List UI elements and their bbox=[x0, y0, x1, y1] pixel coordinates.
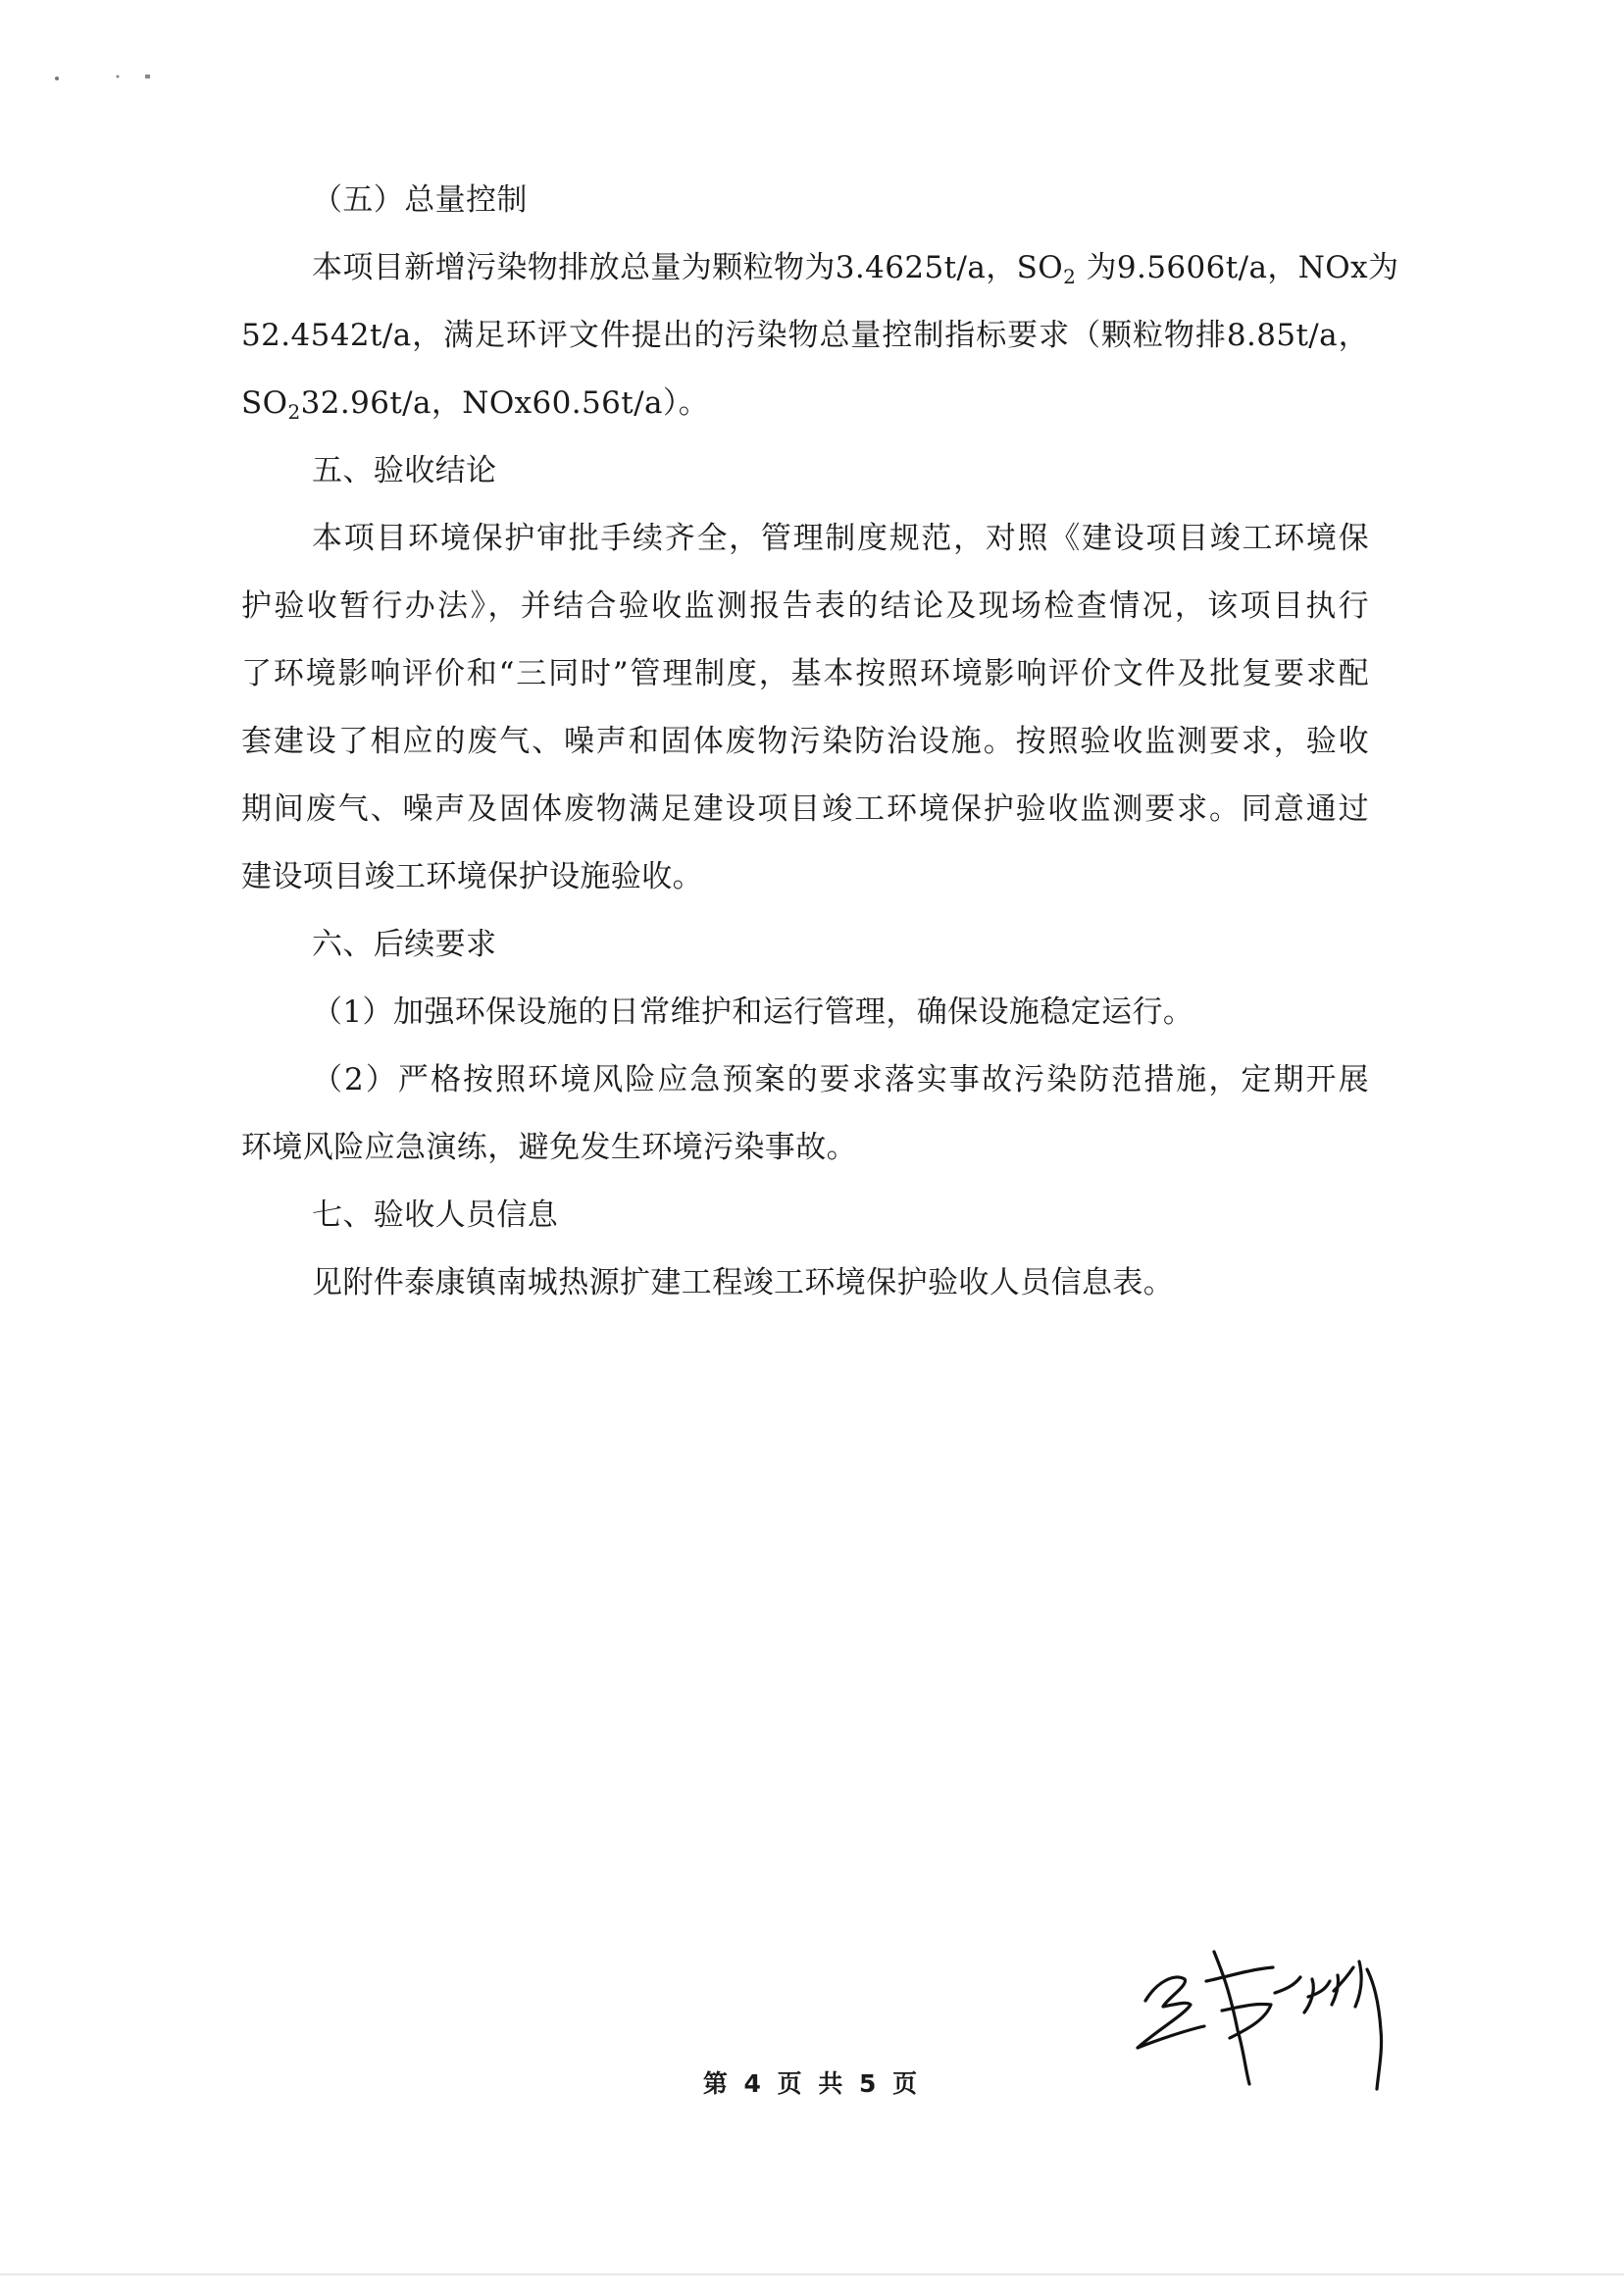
conclusion-line-1: 本项目环境保护审批手续齐全，管理制度规范，对照《建设项目竣工环境保 bbox=[312, 521, 1369, 556]
section-follow-up-heading: 六、后续要求 bbox=[312, 927, 497, 962]
total-control-line-3: $SO_232.96t/a$，NOx60.56t/a）。 bbox=[241, 385, 710, 424]
conclusion-line-6: 建设项目竣工环境保护设施验收。 bbox=[241, 859, 703, 894]
follow-up-item-1: （1）加强环保设施的日常维护和运行管理，确保设施稳定运行。 bbox=[312, 994, 1194, 1030]
section-total-control-heading: （五）总量控制 bbox=[312, 182, 528, 218]
follow-up-item-2-line-2: 环境风险应急演练，避免发生环境污染事故。 bbox=[241, 1130, 857, 1165]
conclusion-line-2: 护验收暂行办法》，并结合验收监测报告表的结论及现场检查情况，该项目执行 bbox=[241, 588, 1369, 624]
page-number-footer: 第 4 页 共 5 页 bbox=[702, 2069, 922, 2098]
total-control-line-2: 52.4542t/a，满足环评文件提出的污染物总量控制指标要求（颗粒物排8.85t/a， bbox=[241, 318, 1369, 353]
personnel-line-1: 见附件泰康镇南城热源扩建工程竣工环境保护验收人员信息表。 bbox=[312, 1265, 1175, 1300]
conclusion-line-3: 了环境影响评价和“三同时”管理制度，基本按照环境影响评价文件及批复要求配 bbox=[241, 656, 1369, 691]
document-body bbox=[241, 167, 1399, 1317]
follow-up-item-2-line-1: （2）严格按照环境风险应急预案的要求落实事故污染防范措施，定期开展 bbox=[312, 1062, 1369, 1097]
conclusion-line-4: 套建设了相应的废气、噪声和固体废物污染防治设施。按照验收监测要求，验收 bbox=[241, 724, 1369, 759]
section-personnel-heading: 七、验收人员信息 bbox=[312, 1197, 559, 1233]
conclusion-line-5: 期间废气、噪声及固体废物满足建设项目竣工环境保护验收监测要求。同意通过 bbox=[241, 791, 1369, 827]
total-control-line-1: 本项目新增污染物排放总量为颗粒物为3.4625t/a，$SO_2$ 为9.5606t/a，NOx为 bbox=[312, 250, 1399, 288]
scan-bottom-edge bbox=[0, 2273, 1624, 2275]
scan-specks bbox=[49, 69, 167, 88]
section-conclusion-heading: 五、验收结论 bbox=[312, 453, 497, 488]
